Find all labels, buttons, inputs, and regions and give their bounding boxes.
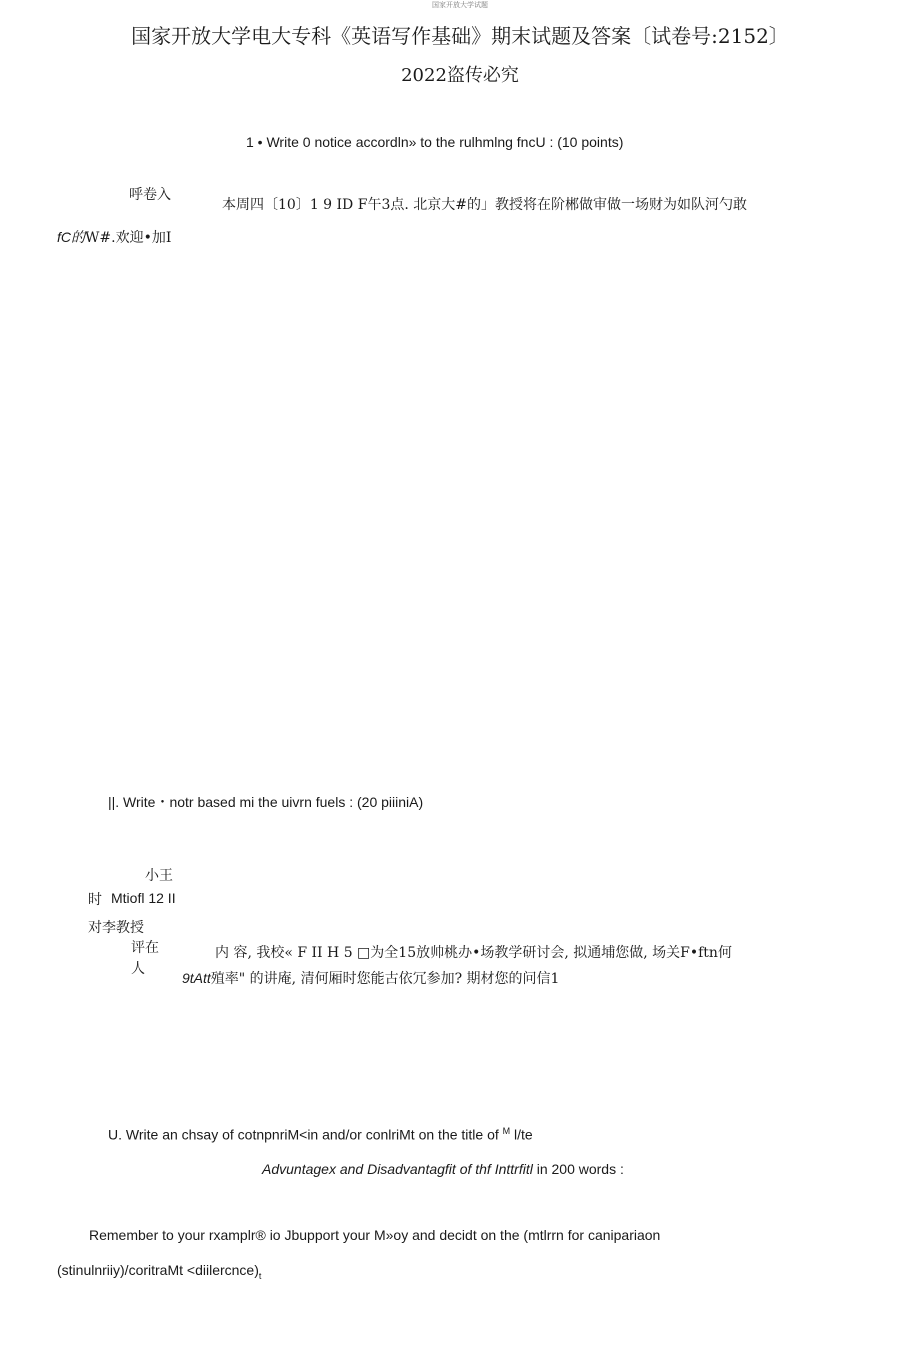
- q2-field-to: 对李教授: [88, 920, 144, 936]
- q2-prompt: ||. Write・notr based mi the uivrn fuels : (20 piiiniA): [108, 794, 424, 810]
- q3-prompt-sup: M: [502, 1126, 511, 1136]
- q3-essay-title: [262, 1161, 624, 1177]
- q2-body-line2: [182, 968, 559, 988]
- q3-essay-title-italic: Advuntagex and Disadvantagfit of thf Inttrfitl: [262, 1161, 533, 1177]
- q3-instruction-line2-sub: t: [258, 1270, 262, 1281]
- q3-instruction-line1: Remember to your rxamplr® io Jbupport your M»oy and decidt on the (mtlrrn for canipariaon: [89, 1227, 661, 1243]
- q2-field-reviewer2: 人: [131, 961, 145, 977]
- q3-instruction-line2-text: (stinulnriiy)/coritraMt <diilercnce): [57, 1262, 259, 1278]
- q2-field-time-value: Mtiofl 12 II: [111, 890, 176, 906]
- q1-prompt: 1 • Write 0 notice accordln» to the rulhmlng fncU : (10 points): [246, 134, 624, 150]
- q2-field-time-label: 时: [88, 892, 102, 908]
- q3-instruction-line2: [57, 1262, 261, 1281]
- q3-essay-title-rest: in 200 words :: [532, 1161, 624, 1177]
- q2-body-line2-italic: 9tAtt: [182, 970, 211, 986]
- document-title: 国家开放大学电大专科《英语写作基础》期末试题及答案〔试卷号:2152〕: [131, 24, 789, 48]
- q1-body-line2-italic: fC的: [57, 229, 85, 245]
- q3-prompt: [108, 1126, 533, 1143]
- q1-side-label: 呼卷入: [129, 187, 171, 203]
- document-subtitle: 2022盗传必究: [401, 65, 519, 86]
- q2-body-line2-rest: 殖率" 的讲庵, 清何厢时您能古依冗参加? 期材您的问信1: [210, 971, 560, 987]
- q1-body-line2: [57, 227, 171, 247]
- q2-field-reviewer: 评在: [131, 940, 159, 956]
- q1-body-line2-rest: W#.欢迎•加I: [85, 230, 172, 246]
- q1-body-line1: 本周四〔10〕1 9 ID F午3点. 北京大#的」教授将在阶郴做审做一场财为如队河勺敢: [222, 197, 747, 213]
- q2-body-line1: 内 容, 我校« F II H 5 □为全15放帅桃办•场教学研讨会, 拟通埔您做, 场关F•ftn何: [215, 945, 732, 961]
- q3-prompt-end: l/te: [514, 1126, 533, 1143]
- page-header: 国家开放大学试题: [432, 1, 488, 9]
- q2-field-name: 小王: [145, 868, 173, 884]
- q3-prompt-text: U. Write an chsay of cotnpnriM<in and/or conlriMt on the title of: [108, 1126, 499, 1143]
